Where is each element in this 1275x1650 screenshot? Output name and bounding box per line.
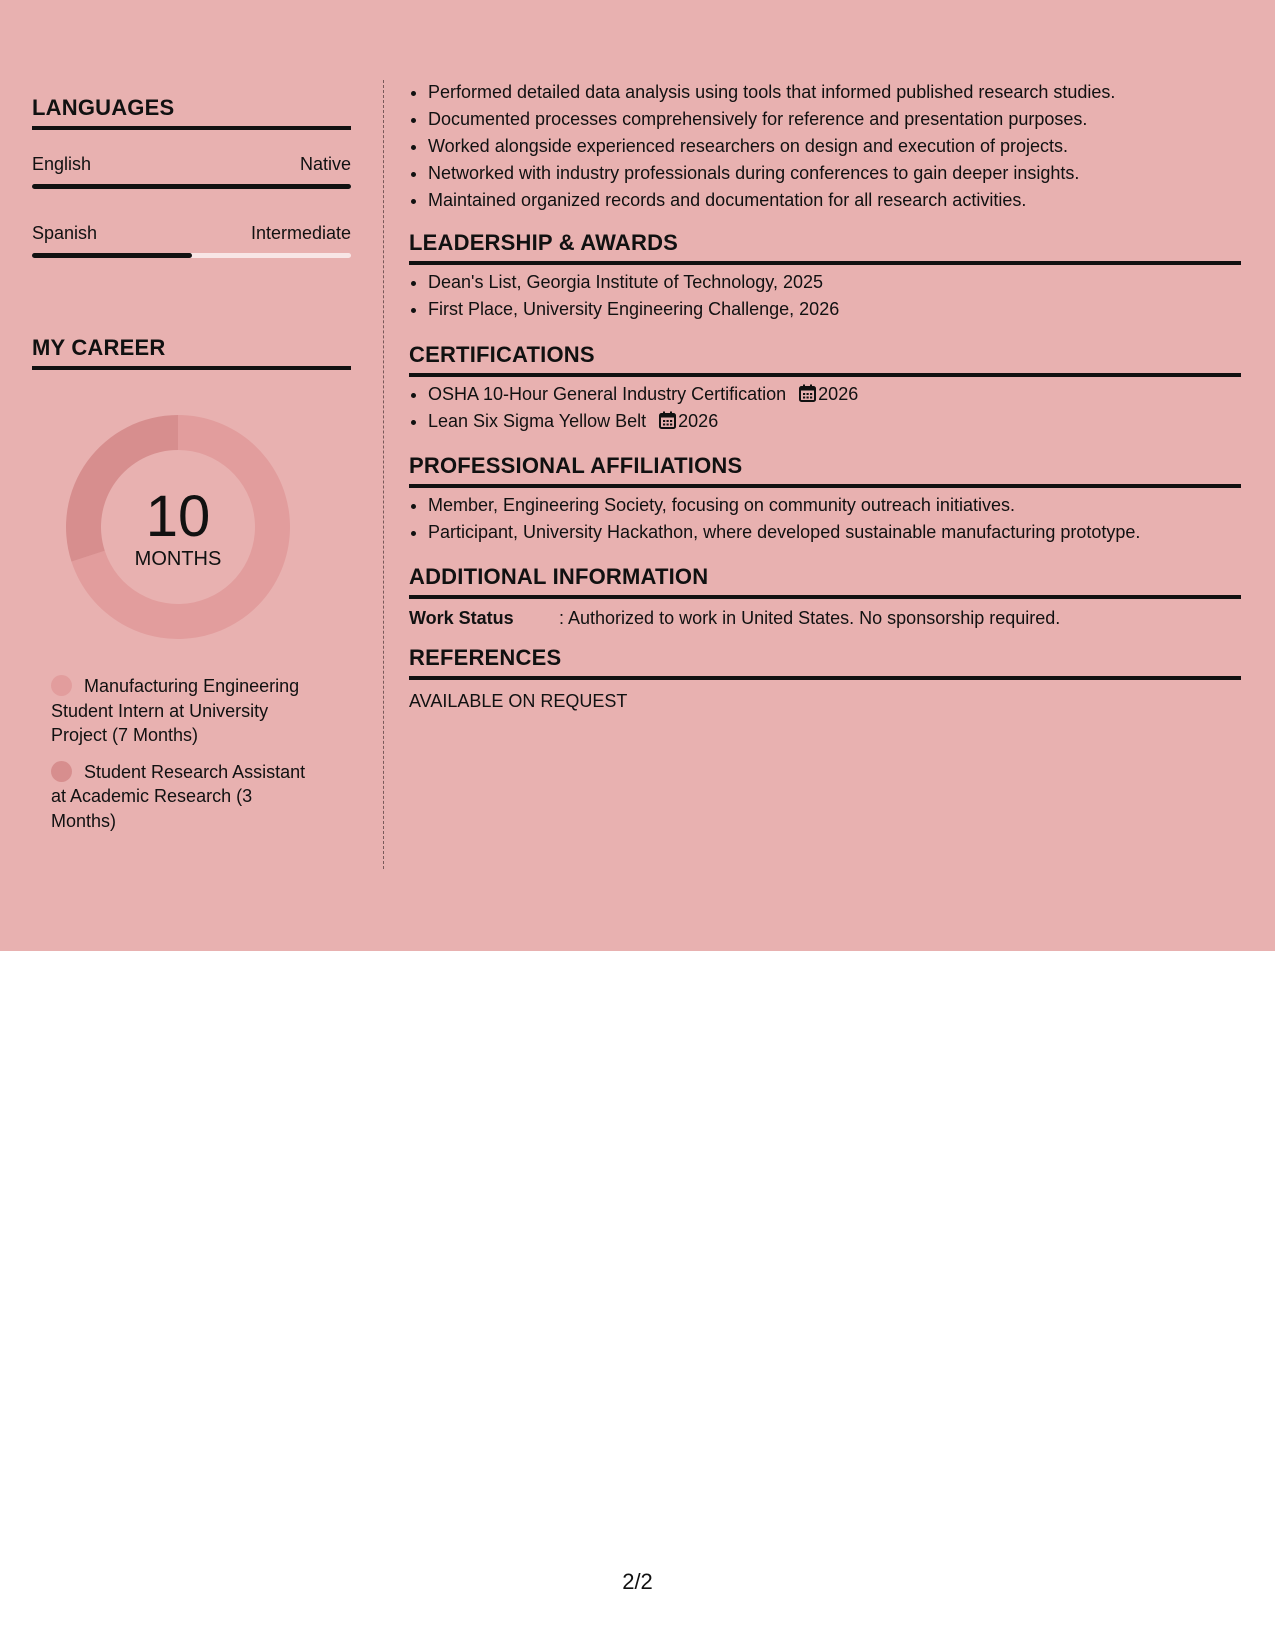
language-level: Native xyxy=(299,154,351,174)
list-item: • Networked with industry professionals during conferences to gain deeper insights. xyxy=(428,160,1241,187)
leadership-heading: LEADERSHIP & AWARDS xyxy=(409,230,1241,265)
list-item: • First Place, University Engineering Challenge, 2026 xyxy=(428,296,1241,323)
experience-bullets xyxy=(409,79,1241,214)
career-heading: MY CAREER xyxy=(32,335,351,370)
career-donut-chart xyxy=(66,415,290,639)
career-legend xyxy=(51,674,321,845)
proficiency-bar-fill xyxy=(32,253,192,258)
certification-year: 2026 xyxy=(818,384,859,404)
work-status-value: : Authorized to work in United States. No sponsorship required. xyxy=(559,608,1061,628)
language-level: Intermediate xyxy=(250,223,351,243)
work-status-row xyxy=(409,607,1241,629)
language-name: Spanish xyxy=(32,223,98,243)
references-text: AVAILABLE ON REQUEST xyxy=(409,691,628,711)
column-divider xyxy=(383,80,384,869)
list-item: • Maintained organized records and documentation for all research activities. xyxy=(428,187,1241,214)
certifications-section xyxy=(409,342,1241,435)
language-name: English xyxy=(32,154,92,174)
legend-label: Student Research Assistant at Academic Research (3 Months) xyxy=(51,761,306,831)
list-item: • Documented processes comprehensively for reference and presentation purposes. xyxy=(428,106,1241,133)
page-number: 2/2 xyxy=(622,1569,653,1594)
language-item-spanish xyxy=(32,222,351,258)
references-section xyxy=(409,645,1241,712)
additional-info-heading: ADDITIONAL INFORMATION xyxy=(409,564,1241,599)
total-months-unit: MONTHS xyxy=(134,548,222,570)
list-item xyxy=(428,408,1241,435)
certification-name: Lean Six Sigma Yellow Belt xyxy=(428,411,647,431)
work-status-label: Work Status xyxy=(409,608,514,628)
legend-swatch xyxy=(51,675,72,696)
list-item: • Dean's List, Georgia Institute of Technology, 2025 xyxy=(428,269,1241,296)
list-item xyxy=(428,381,1241,408)
languages-heading: LANGUAGES xyxy=(32,95,351,130)
leadership-section xyxy=(409,230,1241,323)
proficiency-bar xyxy=(32,253,351,258)
certifications-heading: CERTIFICATIONS xyxy=(409,342,1241,377)
calendar-icon xyxy=(659,411,676,429)
legend-item xyxy=(51,760,321,834)
donut-center-label xyxy=(66,484,290,571)
affiliations-section xyxy=(409,453,1241,546)
references-heading: REFERENCES xyxy=(409,645,1241,680)
list-item: • Worked alongside experienced researchers on design and execution of projects. xyxy=(428,133,1241,160)
languages-section xyxy=(32,95,351,258)
legend-label: Manufacturing Engineering Student Intern at University Project (7 Months) xyxy=(51,676,300,745)
list-item: • Participant, University Hackathon, where developed sustainable manufacturing prototype. xyxy=(428,519,1241,546)
language-item-english xyxy=(32,153,351,189)
certification-name: OSHA 10-Hour General Industry Certification xyxy=(428,384,787,404)
list-item: • Performed detailed data analysis using tools that informed published research studies. xyxy=(428,79,1241,106)
proficiency-bar xyxy=(32,184,351,189)
legend-item xyxy=(51,674,321,748)
proficiency-bar-fill xyxy=(32,184,351,189)
career-section xyxy=(32,335,351,370)
legend-swatch xyxy=(51,761,72,782)
additional-info-section xyxy=(409,564,1241,629)
calendar-icon xyxy=(799,384,816,402)
certification-year: 2026 xyxy=(678,411,719,431)
total-months-value: 10 xyxy=(145,484,211,549)
affiliations-heading: PROFESSIONAL AFFILIATIONS xyxy=(409,453,1241,488)
list-item: • Member, Engineering Society, focusing on community outreach initiatives. xyxy=(428,492,1241,519)
